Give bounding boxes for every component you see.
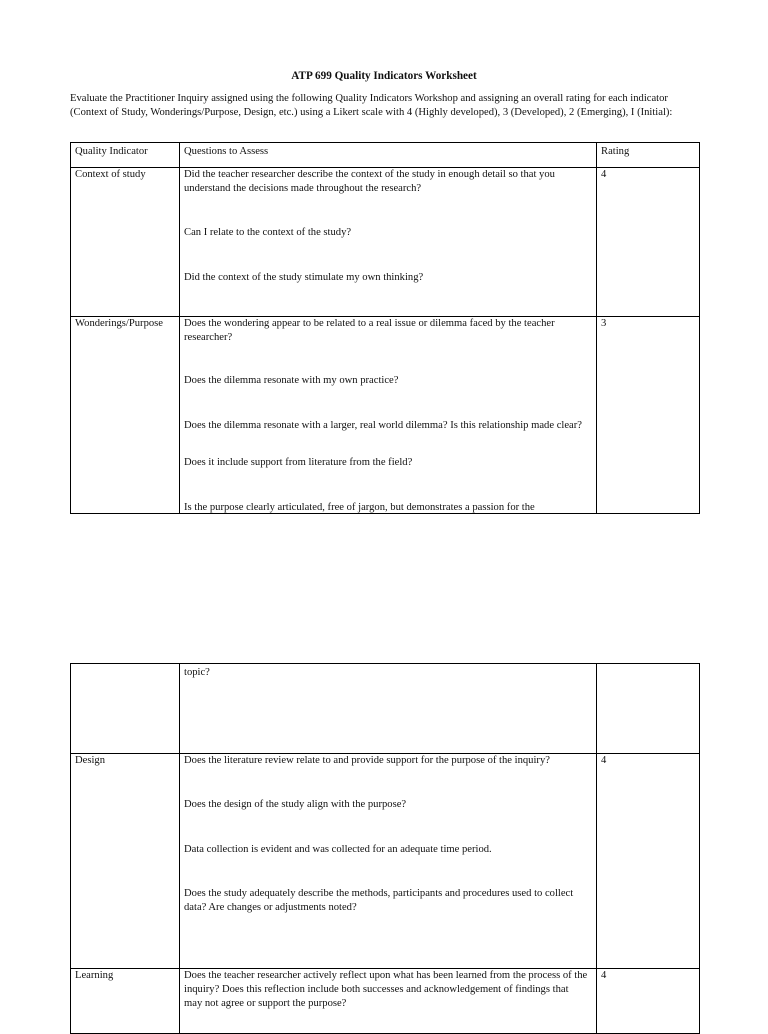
header-indicator: Quality Indicator bbox=[75, 146, 148, 157]
wonderings-question-1: Does the wondering appear to be related to a real issue or dilemma faced by the teacher researcher? bbox=[184, 318, 555, 343]
wonderings-rating: 3 bbox=[601, 318, 607, 329]
design-indicator: Design bbox=[75, 755, 106, 766]
page-title: ATP 699 Quality Indicators Worksheet bbox=[291, 70, 477, 82]
continued-rating-cell bbox=[597, 664, 700, 754]
continued-indicator-cell bbox=[71, 664, 180, 754]
learning-questions-cell bbox=[180, 969, 597, 1034]
wonderings-indicator-cell bbox=[71, 317, 180, 514]
wonderings-rating-cell bbox=[597, 317, 700, 514]
wonderings-indicator: Wonderings/Purpose bbox=[75, 318, 164, 329]
quality-table-part-1 bbox=[70, 142, 700, 514]
header-rating: Rating bbox=[601, 146, 630, 157]
header-cell-rating bbox=[597, 143, 700, 168]
design-question-3: Data collection is evident and was collected for an adequate time period. bbox=[184, 844, 492, 855]
context-question-1: Did the teacher researcher describe the context of the study in enough detail so that you understand the decisions made throughout the research? bbox=[184, 169, 555, 194]
header-questions: Questions to Assess bbox=[184, 146, 269, 157]
wonderings-question-5: Is the purpose clearly articulated, free of jargon, but demonstrates a passion for the bbox=[184, 502, 535, 513]
wonderings-question-3: Does the dilemma resonate with a larger, real world dilemma? Is this relationship made clear? bbox=[184, 420, 582, 431]
wonderings-question-2: Does the dilemma resonate with my own practice? bbox=[184, 375, 399, 386]
design-question-4: Does the study adequately describe the methods, participants and procedures used to collect data? Are changes or adjustments noted? bbox=[184, 888, 574, 913]
learning-indicator-cell bbox=[71, 969, 180, 1034]
design-question-1: Does the literature review relate to and provide support for the purpose of the inquiry? bbox=[184, 755, 550, 766]
wonderings-questions-cell bbox=[180, 317, 597, 514]
learning-question-1: Does the teacher researcher actively reflect upon what has been learned from the process of the inquiry? Does this reflection include both successes and acknowledgement of findings that may not agree or support the purpose? bbox=[184, 970, 588, 1009]
learning-rating: 4 bbox=[601, 970, 607, 981]
quality-table-part-2 bbox=[70, 663, 700, 1034]
design-question-2: Does the design of the study align with the purpose? bbox=[184, 799, 407, 810]
design-questions-cell bbox=[180, 754, 597, 969]
learning-indicator: Learning bbox=[75, 970, 114, 981]
context-question-3: Did the context of the study stimulate my own thinking? bbox=[184, 272, 424, 283]
context-rating: 4 bbox=[601, 169, 607, 180]
context-indicator-cell bbox=[71, 168, 180, 317]
design-indicator-cell bbox=[71, 754, 180, 969]
wonderings-question-5-continued: topic? bbox=[184, 667, 210, 678]
context-indicator: Context of study bbox=[75, 169, 146, 180]
header-cell-indicator bbox=[71, 143, 180, 168]
context-rating-cell bbox=[597, 168, 700, 317]
design-rating: 4 bbox=[601, 755, 607, 766]
instructions: Evaluate the Practitioner Inquiry assigned using the following Quality Indicators Workshop and assigning an overall rating for each indicator (Context of Study, Wonderings/Purpose, Design, etc.) using a Likert scale with 4 (Highly developed), 3 (Developed), 2 (Emerging), I (Initial): bbox=[70, 93, 673, 118]
context-questions-cell bbox=[180, 168, 597, 317]
continued-questions-cell bbox=[180, 664, 597, 754]
learning-rating-cell bbox=[597, 969, 700, 1034]
header-cell-questions bbox=[180, 143, 597, 168]
context-question-2: Can I relate to the context of the study? bbox=[184, 227, 352, 238]
wonderings-question-4: Does it include support from literature from the field? bbox=[184, 457, 413, 468]
design-rating-cell bbox=[597, 754, 700, 969]
